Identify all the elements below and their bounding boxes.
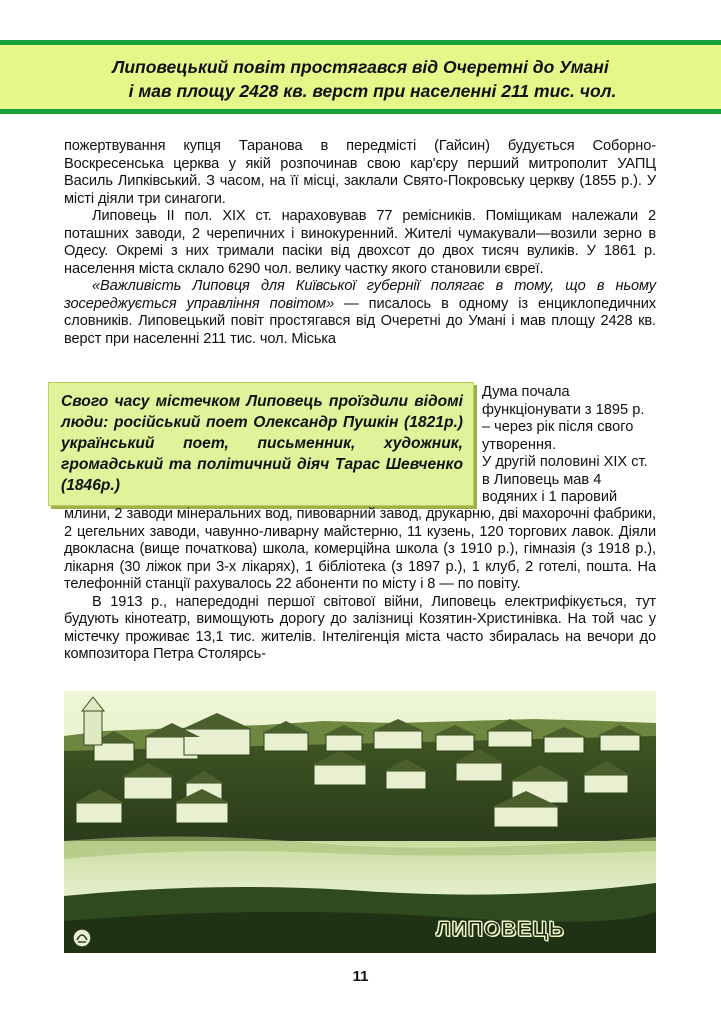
page-number: 11 xyxy=(352,968,369,985)
paragraph: Липовець ІІ пол. ХІХ ст. нараховував 77 ремісників. Поміщикам належали 2 поташних заводи, 2 черепичних і винокуренний. Жителі чумакували—возили зерно в Одесу. Окремі з них тримали пасіки від двохсот до двох тисяч вуликів. У 1861 р. населення міста склало 6290 чол. велику частку якого становили євреї. xyxy=(64,208,656,277)
paragraph: млини, 2 заводи мінеральних вод, пивоварний завод, друкарню, дві махорочні фабрики, 2 цегельних заводи, чавунно-ливарну майстерню, 11 кузень, 120 торгових лавок. Діяли двокласна (вище початкова) школа, комерційна школа (з 1910 р.), гімназія (з 1918 р.), лікарня (30 ліжок при 3-х лікарях), 1 бібліотека (з 1897 р.), 1 клуб, 2 готелі, пошта. На телефонній станції рахувалось 22 абоненти по місту і 8 — по повіту. xyxy=(64,506,656,592)
side-column-text xyxy=(482,384,656,507)
callout-text: Свого часу містечком Липовець проїздили відомі люди: російський поет Олександр Пушкін (1821р.) український поет, письменник, художник, громадський та політичний діяч Тарас Шевченко (1846р.) xyxy=(61,393,463,494)
callout-box xyxy=(48,382,474,506)
quote-source: — писалось в одному із енциклопедичних словників. Липовецький повіт простягався від Очеретні до Умані і мав площу 2428 кв. верст при населенні 211 тис. чол. Міська xyxy=(64,295,656,347)
publisher-logo-icon xyxy=(72,928,92,948)
body-text-bottom xyxy=(64,506,656,664)
body-text-top xyxy=(64,138,656,348)
town-photo xyxy=(64,691,656,953)
paragraph: В 1913 р., напередодні першої світової війни, Липовець електрифікується, тут будують кінотеатр, вимощують дорогу до залізниці Козятин-Христинівка. На той час у містечку проживає 13,1 тис. жителів. Інтелігенція міста часто збиралась на вечори до композитора Петра Столярсь- xyxy=(64,593,656,662)
paragraph: пожертвування купця Таранова в передмісті (Гайсин) будується Соборно-Воскресенська церква у якій розпочинав свою кар'єру перший митрополит УАПЦ Василь Липківський. З часом, на її місці, заклали Свято-Покровську церкву (1855 р.). У місті діяли три синагоги. xyxy=(64,138,656,207)
paragraph xyxy=(64,278,656,348)
town-photo-illustration xyxy=(64,691,656,953)
banner-line-1: Липовецький повіт простягався від Очеретні до Умані xyxy=(112,57,609,77)
quote: «Важливість Липовця для Київської губернії полягає в тому, що в ньому зосереджується управління повітом» xyxy=(64,278,656,312)
photo-caption: ЛИПОВЕЦЬ xyxy=(436,918,565,941)
banner-line-2: і мав площу 2428 кв. верст при населенні 211 тис. чол. xyxy=(128,81,617,101)
paragraph: Дума почала функціонувати з 1895 р. – через рік після свого утворення. xyxy=(482,384,645,453)
header-banner xyxy=(0,40,721,114)
paragraph: У другій половині ХІХ ст. в Липовець мав 4 водяних і 1 паровий xyxy=(482,454,648,505)
